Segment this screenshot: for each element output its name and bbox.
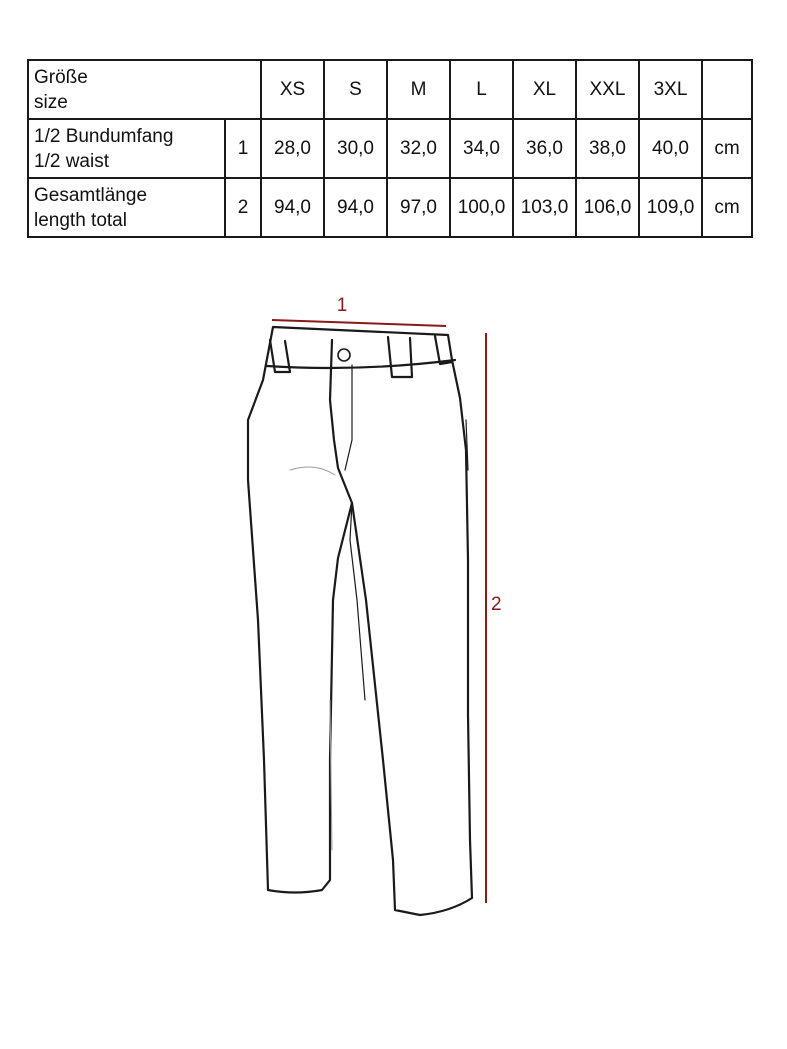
- size-xs: XS: [261, 60, 324, 119]
- waist-value-xs: 28,0: [261, 119, 324, 178]
- length-value-l: 100,0: [450, 178, 513, 237]
- size-m: M: [387, 60, 450, 119]
- waist-value-l: 34,0: [450, 119, 513, 178]
- waist-measure-line: [272, 320, 446, 326]
- size-xxl: XXL: [576, 60, 639, 119]
- waist-value-xl: 36,0: [513, 119, 576, 178]
- size-l: L: [450, 60, 513, 119]
- waist-number: 1: [225, 119, 261, 178]
- length-marker-label: 2: [491, 594, 502, 615]
- size-label-de: Größe: [34, 66, 88, 88]
- length-value-m: 97,0: [387, 178, 450, 237]
- waist-marker-label: 1: [336, 295, 348, 316]
- length-unit: cm: [702, 178, 752, 237]
- waist-unit: cm: [702, 119, 752, 178]
- belt-loop-right: [388, 337, 412, 377]
- length-label-de: Gesamtlänge: [34, 184, 148, 206]
- trousers-illustration: [248, 327, 472, 915]
- fly-stitch: [345, 365, 352, 470]
- pocket-hint: [290, 467, 335, 475]
- length-value-xl: 103,0: [513, 178, 576, 237]
- size-xl: XL: [513, 60, 576, 119]
- waist-value-3xl: 40,0: [639, 119, 702, 178]
- waist-button-icon: [338, 349, 350, 361]
- length-value-3xl: 109,0: [639, 178, 702, 237]
- length-number: 2: [225, 178, 261, 237]
- fly-seam: [330, 340, 352, 503]
- waist-value-xxl: 38,0: [576, 119, 639, 178]
- length-label-en: length total: [34, 209, 127, 231]
- length-value-xs: 94,0: [261, 178, 324, 237]
- length-value-s: 94,0: [324, 178, 387, 237]
- waistband-edge: [267, 360, 455, 368]
- waist-label-en: 1/2 waist: [34, 150, 109, 172]
- inseam-front: [350, 503, 365, 700]
- size-label-en: size: [34, 91, 68, 113]
- waist-value-m: 32,0: [387, 119, 450, 178]
- waist-value-s: 30,0: [324, 119, 387, 178]
- length-value-xxl: 106,0: [576, 178, 639, 237]
- size-3xl: 3XL: [639, 60, 702, 119]
- waist-label-de: 1/2 Bundumfang: [34, 125, 174, 147]
- size-s: S: [324, 60, 387, 119]
- trousers-outline: [248, 327, 472, 915]
